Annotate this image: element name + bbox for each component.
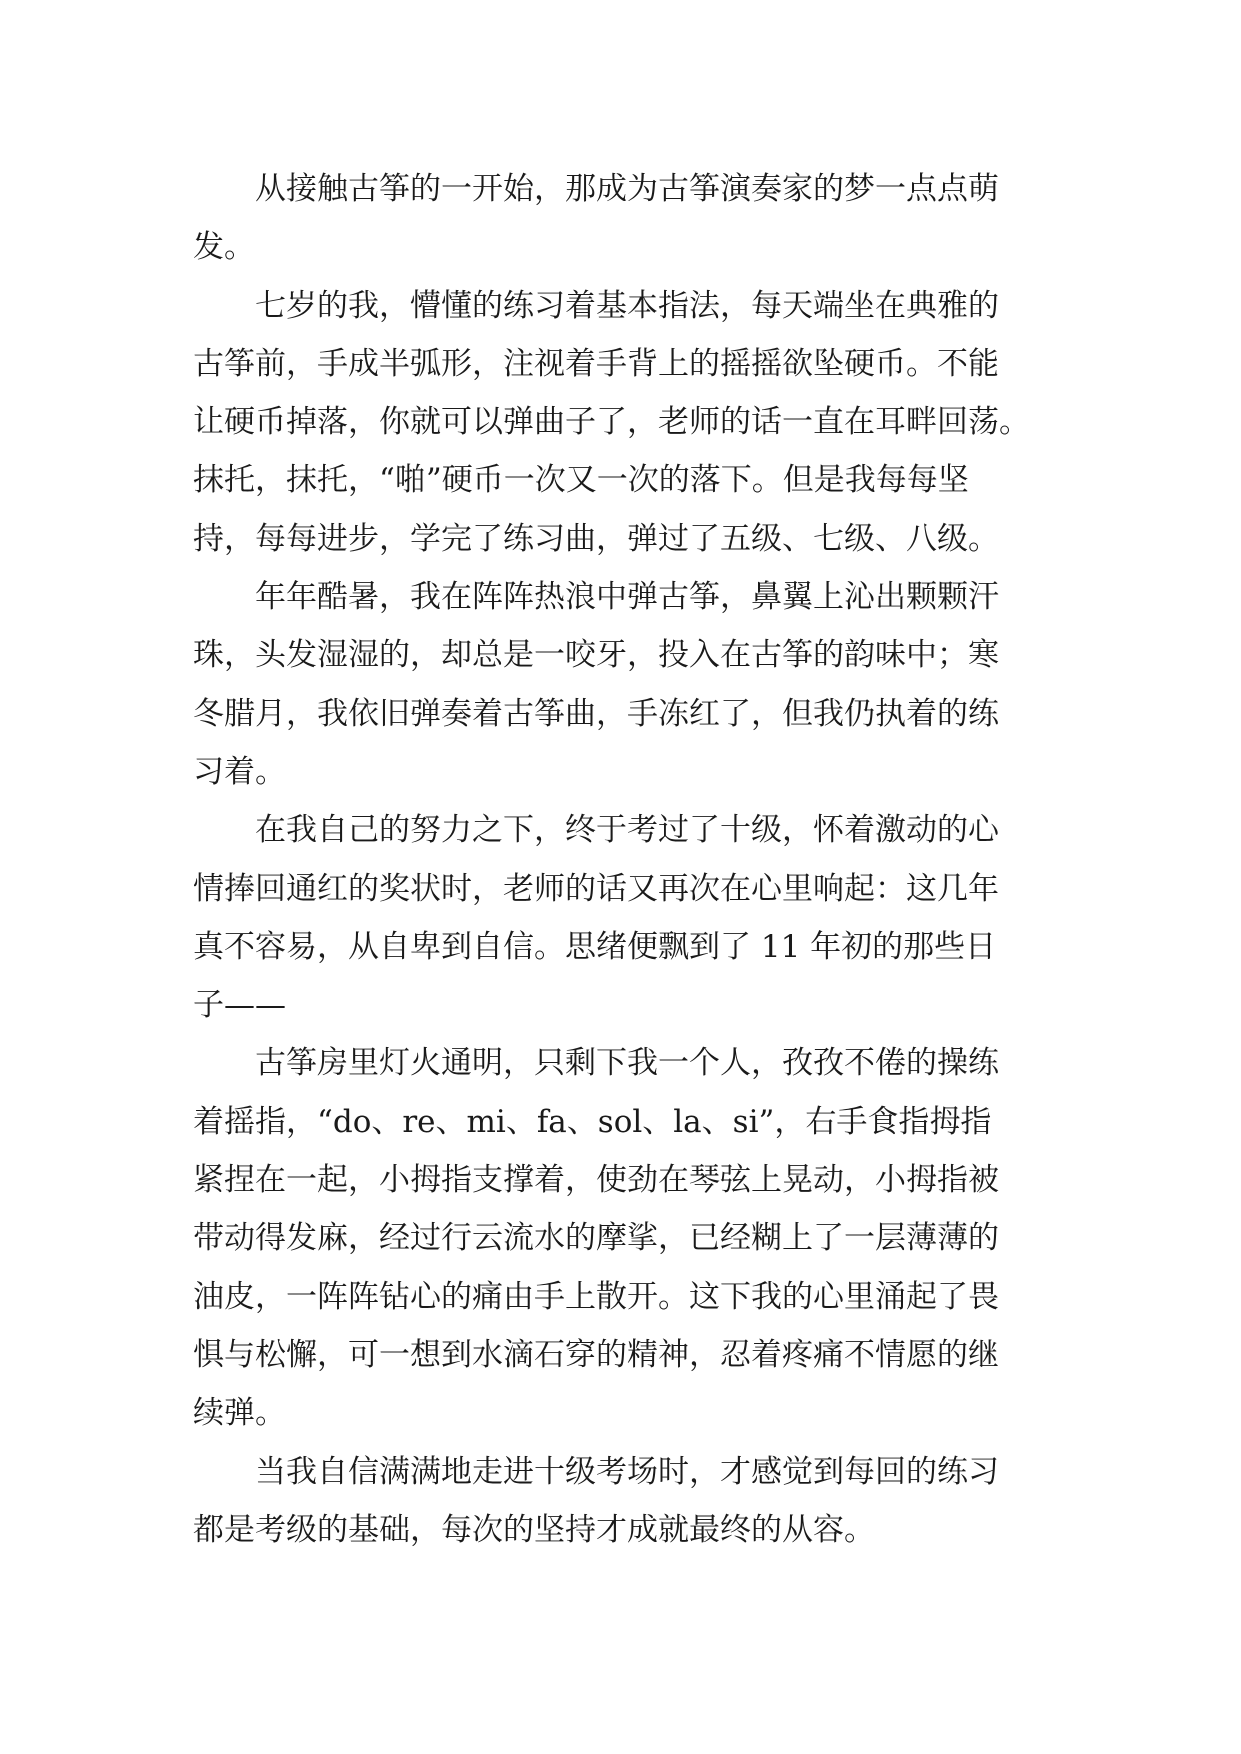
paragraph-line: 带动得发麻，经过行云流水的摩挲，已经糊上了一层薄薄的: [193, 1220, 999, 1257]
paragraph-line: 当我自信满满地走进十级考场时，才感觉到每回的练习: [255, 1453, 999, 1490]
paragraph-line: 发。: [193, 229, 255, 266]
paragraph-line: 七岁的我，懵懂的练习着基本指法，每天端坐在典雅的: [255, 287, 999, 324]
paragraph: [193, 1443, 1073, 1560]
paragraph-line: 情捧回通红的奖状时，老师的话又再次在心里响起：这几年: [193, 870, 999, 907]
paragraph-line: 在我自己的努力之下，终于考过了十级，怀着激动的心: [255, 812, 999, 849]
paragraph: [193, 801, 1073, 1034]
paragraph-line: 续弹。: [193, 1395, 286, 1432]
paragraph-line: 抹托，抹托，“啪”硬币一次又一次的落下。但是我每每坚: [193, 462, 969, 499]
paragraph-line: 紧捏在一起，小拇指支撑着，使劲在琴弦上晃动，小拇指被: [193, 1162, 999, 1199]
paragraph: [193, 160, 1073, 277]
paragraph-line: 习着。: [193, 753, 286, 790]
paragraph-line: 油皮，一阵阵钻心的痛由手上散开。这下我的心里涌起了畏: [193, 1278, 999, 1315]
paragraph-line: 年年酷暑，我在阵阵热浪中弹古筝，鼻翼上沁出颗颗汗: [255, 579, 999, 616]
paragraph-line: 让硬币掉落，你就可以弹曲子了，老师的话一直在耳畔回荡。: [193, 404, 1030, 441]
paragraph-line: 惧与松懈，可一想到水滴石穿的精神，忍着疼痛不情愿的继: [193, 1336, 999, 1373]
paragraph-line: 从接触古筝的一开始，那成为古筝演奏家的梦一点点萌: [255, 171, 999, 207]
paragraph-line: 珠，头发湿湿的，却总是一咬牙，投入在古筝的韵味中；寒: [193, 637, 999, 674]
paragraph-line: 古筝房里灯火通明，只剩下我一个人，孜孜不倦的操练: [255, 1045, 999, 1082]
paragraph-line: 都是考级的基础，每次的坚持才成就最终的从容。: [193, 1511, 875, 1548]
paragraph-line: 持，每每进步，学完了练习曲，弹过了五级、七级、八级。: [193, 520, 999, 557]
paragraph: [193, 568, 1073, 801]
paragraph-line: 子——: [193, 987, 286, 1024]
paragraph: [193, 1034, 1073, 1442]
essay-body: [193, 160, 1073, 1559]
paragraph-line: 冬腊月，我依旧弹奏着古筝曲，手冻红了，但我仍执着的练: [193, 695, 999, 732]
paragraph-line: 真不容易，从自卑到自信。思绪便飘到了 11 年初的那些日: [193, 928, 997, 965]
paragraph: [193, 277, 1073, 568]
paragraph-line: 古筝前，手成半弧形，注视着手背上的摇摇欲坠硬币。不能: [193, 345, 999, 382]
paragraph-line: 着摇指，“do、re、mi、fa、sol、la、si”，右手食指拇指: [193, 1103, 992, 1140]
